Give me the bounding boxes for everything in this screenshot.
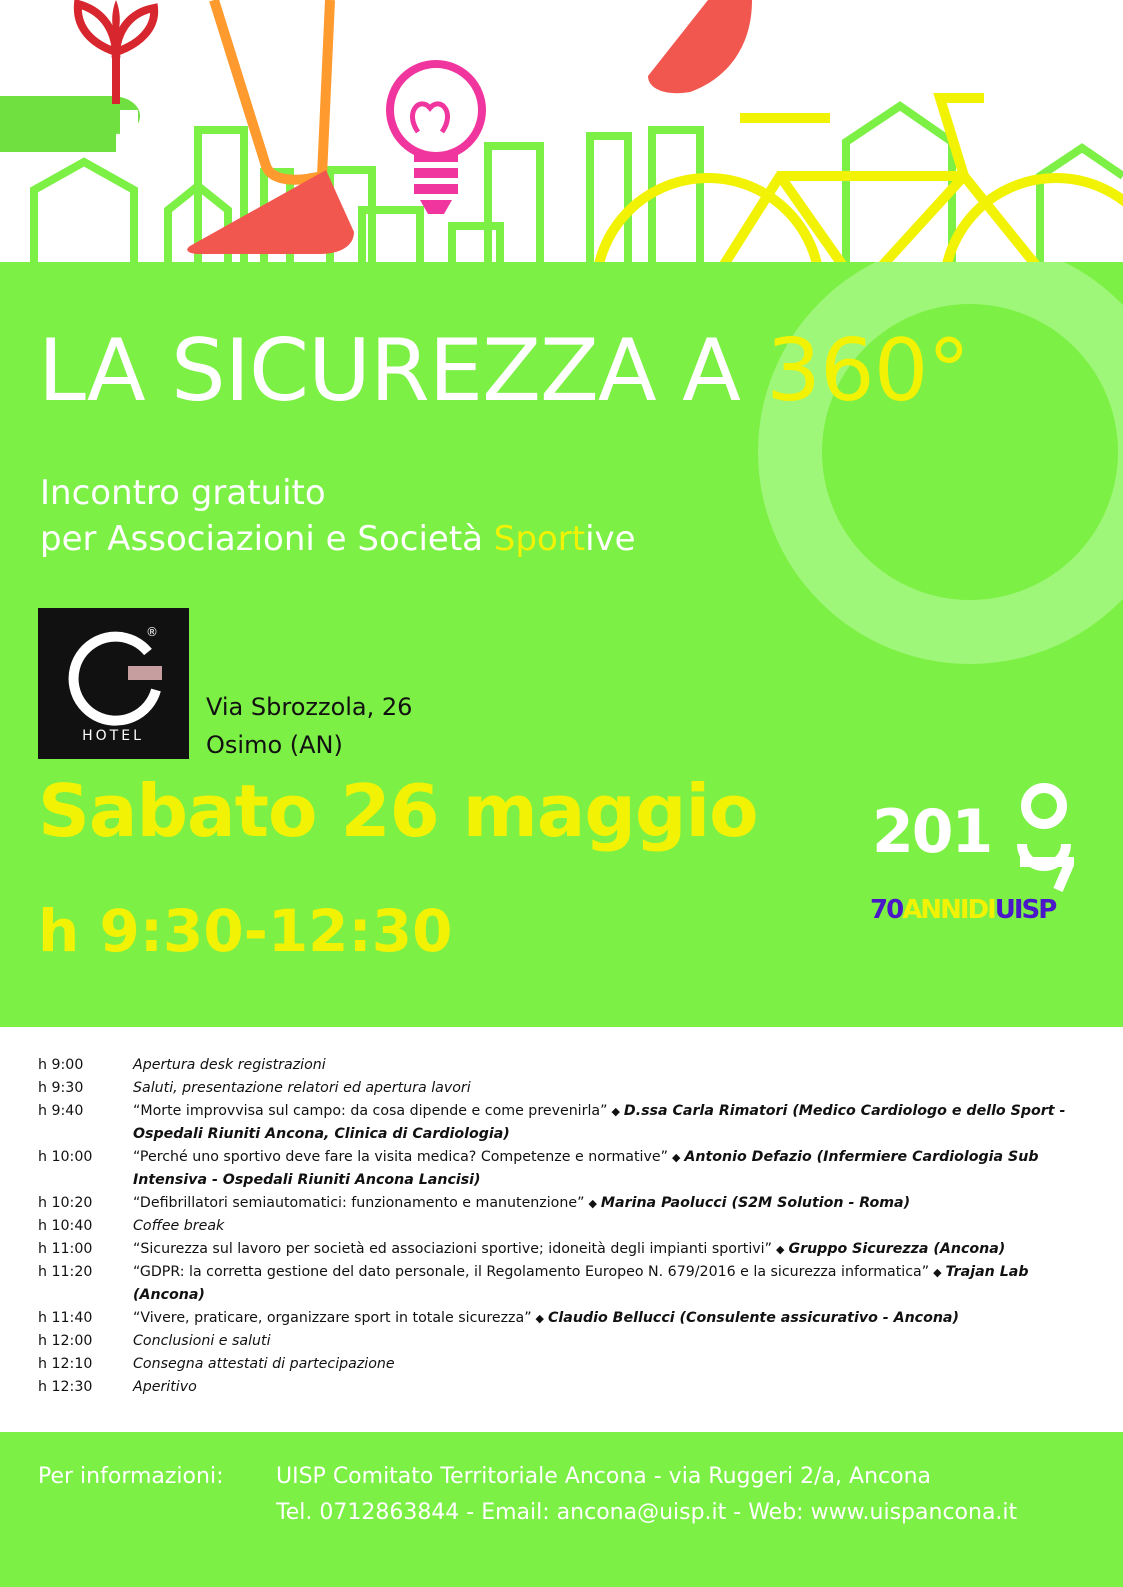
footer-address: UISP Comitato Territoriale Ancona - via Ruggeri 2/a, Ancona: [276, 1464, 931, 1489]
program-time: h 10:00: [38, 1149, 93, 1165]
anni-number: 70: [870, 895, 903, 925]
footer: [0, 1432, 1123, 1587]
talk-title: “Vivere, praticare, organizzare sport in totale sicurezza”: [133, 1310, 532, 1326]
address-line-2: Osimo (AN): [206, 731, 343, 759]
program-time: h 9:00: [38, 1057, 84, 1073]
diamond-separator-icon: ◆: [933, 1266, 942, 1279]
program-item: [38, 1376, 1098, 1399]
program-description: [133, 1238, 1098, 1261]
program-description: [133, 1307, 1098, 1330]
lightbulb-icon: [390, 64, 482, 214]
program-activity: Saluti, presentazione relatori ed apertura lavori: [133, 1080, 471, 1096]
subtitle-line-1: Incontro gratuito: [40, 473, 326, 513]
program-description: [133, 1261, 1098, 1307]
talk-title: “Morte improvvisa sul campo: da cosa dipende e come prevenirla”: [133, 1103, 608, 1119]
subtitle: [40, 470, 636, 562]
program-time: h 10:20: [38, 1195, 93, 1211]
program-time: h 10:40: [38, 1218, 93, 1234]
flower-in-hand-icon: [0, 0, 154, 152]
program-time: h 11:20: [38, 1264, 93, 1280]
program-time: h 11:40: [38, 1310, 93, 1326]
program-activity: Consegna attestati di partecipazione: [133, 1356, 395, 1372]
speaker: Gruppo Sicurezza (Ancona): [788, 1241, 1006, 1257]
anni-org: UISP: [994, 895, 1056, 925]
logo-mark: ®: [146, 625, 158, 639]
title-main: LA SICUREZZA A: [38, 321, 767, 421]
talk-title: “Sicurezza sul lavoro per società ed associazioni sportive; idoneità degli impianti sportivi”: [133, 1241, 772, 1257]
program-time: h 11:00: [38, 1241, 93, 1257]
diamond-separator-icon: ◆: [535, 1312, 545, 1325]
program-time: h 12:30: [38, 1379, 93, 1395]
program-description: [133, 1054, 1098, 1077]
program-description: [133, 1146, 1098, 1192]
program-item: [38, 1330, 1098, 1353]
diamond-separator-icon: ◆: [671, 1151, 681, 1164]
hotel-logo: [38, 608, 189, 759]
program-description: [133, 1192, 1098, 1215]
program-item: [38, 1261, 1098, 1307]
program-description: [133, 1353, 1098, 1376]
program-time: h 9:30: [38, 1080, 84, 1096]
program-item: [38, 1238, 1098, 1261]
program-description: [133, 1077, 1098, 1100]
program-activity: Conclusioni e saluti: [133, 1333, 271, 1349]
header-illustration: [0, 0, 1123, 262]
program-time: h 12:10: [38, 1356, 93, 1372]
program-activity: Aperitivo: [133, 1379, 197, 1395]
logo-name: HOTEL: [82, 728, 144, 744]
program-item: [38, 1054, 1098, 1077]
program-description: [133, 1215, 1098, 1238]
program-description: [133, 1330, 1098, 1353]
event-date: Sabato 26 maggio: [38, 769, 758, 853]
subtitle-part-a: per Associazioni e Società: [40, 519, 494, 559]
program-item: [38, 1146, 1098, 1192]
address-line-1: Via Sbrozzola, 26: [206, 693, 413, 721]
speaker: D.ssa Carla Rimatori (Medico Cardiologo e dello Sport - Ospedali Riuniti Ancona, Clinica di Cardiologia): [133, 1103, 1066, 1142]
footer-label: Per informazioni:: [38, 1464, 224, 1489]
subtitle-highlight: Sport: [493, 519, 586, 559]
uisp-anniversary: [870, 897, 1055, 923]
speaker: Antonio Defazio (Infermiere Cardiologia Sub Intensiva - Ospedali Riuniti Ancona Lancisi): [133, 1149, 1039, 1188]
diamond-separator-icon: ◆: [611, 1105, 620, 1118]
anniversary-badge: [872, 772, 1092, 952]
program-description: [133, 1100, 1098, 1146]
footer-contacts: Tel. 0712863844 - Email: ancona@uisp.it - Web: www.uispancona.it: [276, 1500, 1018, 1525]
program-item: [38, 1215, 1098, 1238]
diamond-separator-icon: ◆: [588, 1197, 597, 1210]
program-time: h 12:00: [38, 1333, 93, 1349]
hero-section: [0, 262, 1123, 1027]
page-title: [38, 321, 970, 421]
year-eight-icon: [1014, 780, 1074, 900]
program-activity: Apertura desk registrazioni: [133, 1057, 326, 1073]
program-item: [38, 1077, 1098, 1100]
program-item: [38, 1100, 1098, 1146]
diamond-separator-icon: ◆: [775, 1243, 785, 1256]
event-time: h 9:30-12:30: [38, 897, 453, 965]
talk-title: “Defibrillatori semiautomatici: funzionamento e manutenzione”: [133, 1195, 585, 1211]
program-description: [133, 1376, 1098, 1399]
speaker: Trajan Lab (Ancona): [133, 1264, 1029, 1303]
title-highlight: 360°: [766, 321, 970, 421]
speaker: Marina Paolucci (S2M Solution - Roma): [600, 1195, 911, 1211]
talk-title: “GDPR: la corretta gestione del dato personale, il Regolamento Europeo N. 679/2016 e la sicurezza informatica”: [133, 1264, 930, 1280]
speaker: Claudio Bellucci (Consulente assicurativo - Ancona): [548, 1310, 959, 1326]
program-item: [38, 1307, 1098, 1330]
badge-year: 201: [872, 797, 992, 867]
venue-address: [206, 688, 412, 764]
program-list: [38, 1054, 1098, 1399]
subtitle-part-b: ive: [585, 519, 636, 559]
leg-icon: [214, 0, 330, 180]
talk-title: “Perché uno sportivo deve fare la visita medica? Competenze e normative”: [133, 1149, 668, 1165]
program-time: h 9:40: [38, 1103, 84, 1119]
subtitle-line-2: [40, 516, 636, 562]
anni-words: ANNIDI: [902, 895, 995, 925]
program-activity: Coffee break: [133, 1218, 225, 1234]
program-item: [38, 1353, 1098, 1376]
program-item: [38, 1192, 1098, 1215]
